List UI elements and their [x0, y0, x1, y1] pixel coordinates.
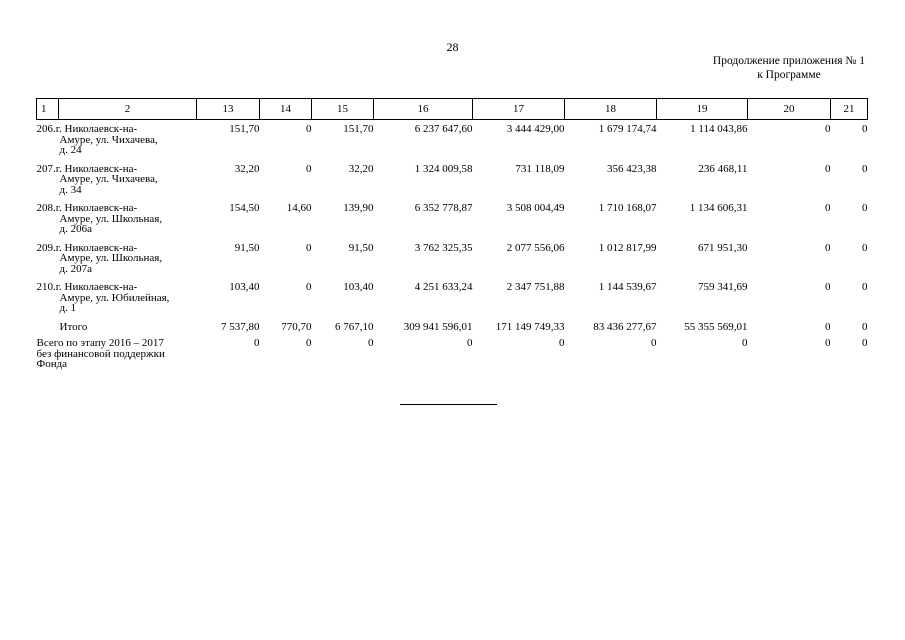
table-cell: 0 [862, 241, 868, 254]
address-line: Амуре, ул. Школьная, [59, 252, 163, 264]
table-cell: 1 134 606,31 [689, 202, 748, 214]
column-header: 16 [374, 99, 473, 120]
stage-label-line: Фонда [36, 358, 68, 370]
program-table [36, 98, 868, 374]
address-line: д. 34 [59, 183, 82, 196]
row-address [37, 199, 197, 239]
table-cell: 0 [825, 281, 831, 293]
table-cell: 83 436 277,67 [593, 320, 657, 333]
column-header: 1 [37, 99, 59, 120]
table-cell: 0 [825, 337, 831, 349]
row-index: 207. [36, 162, 56, 175]
stage-label-line: без финансовой поддержки [36, 347, 165, 360]
stage-label [37, 336, 197, 374]
table-cell: 32,20 [348, 162, 374, 175]
table-cell: 3 762 325,35 [414, 241, 473, 254]
table-row [37, 239, 868, 279]
page-number: 28 [446, 40, 459, 54]
column-header: 19 [657, 99, 748, 120]
row-address [37, 278, 197, 318]
total-row [37, 318, 868, 337]
table-cell: 0 [862, 162, 868, 175]
appendix-note-line-1: Продолжение приложения № 1 [712, 55, 865, 67]
address-line: д. 24 [59, 144, 82, 156]
table-row [37, 199, 868, 239]
total-label: Итого [59, 320, 88, 333]
stage-total-row [37, 336, 868, 374]
table-cell: 151,70 [229, 123, 260, 135]
table-cell: 103,40 [343, 281, 374, 293]
row-index: 208. [36, 202, 56, 214]
column-header: 21 [831, 99, 868, 120]
table-cell: 0 [306, 241, 312, 254]
table-cell: 151,70 [343, 123, 374, 135]
table-cell: 0 [862, 320, 868, 333]
stage-label-line: Всего по этапу 2016 – 2017 [36, 337, 164, 349]
address-line: Амуре, ул. Юбилейная, [59, 291, 170, 304]
table-cell: 356 423,38 [607, 162, 657, 175]
column-header: 14 [260, 99, 312, 120]
table-cell: 731 118,09 [515, 162, 565, 175]
table-cell: 0 [742, 337, 748, 349]
table-cell: 759 341,69 [698, 281, 748, 293]
column-header: 17 [473, 99, 565, 120]
table-cell: 2 347 751,88 [506, 281, 565, 293]
table-cell: 139,90 [343, 202, 374, 214]
table-cell: 0 [559, 337, 565, 349]
address-line: Амуре, ул. Чихачева, [59, 173, 158, 185]
row-address [37, 160, 197, 200]
table-cell: 3 444 429,00 [506, 123, 565, 135]
table-cell: 0 [825, 123, 831, 135]
table-cell: 4 251 633,24 [414, 281, 473, 293]
table-cell: 0 [862, 123, 868, 135]
table-cell: 236 468,11 [698, 162, 748, 175]
column-number-header [37, 99, 868, 120]
table-cell: 1 324 009,58 [414, 162, 473, 175]
table-cell: 0 [825, 241, 831, 254]
table-cell: 7 537,80 [221, 320, 260, 333]
table-cell: 6 352 778,87 [414, 202, 473, 214]
table-cell: 0 [862, 202, 868, 214]
closing-divider [400, 404, 497, 405]
address-line: г. Николаевск-на- [55, 162, 138, 175]
table-row [37, 278, 868, 318]
table-cell: 0 [306, 281, 312, 293]
appendix-continuation-note [713, 54, 865, 82]
table-cell: 32,20 [234, 162, 260, 175]
row-index: 209. [36, 241, 56, 254]
table-cell: 6 767,10 [335, 320, 374, 333]
row-address [37, 239, 197, 279]
table-cell: 91,50 [348, 241, 374, 254]
table-cell: 1 144 539,67 [598, 281, 657, 293]
table-cell: 1 012 817,99 [598, 241, 657, 254]
table-cell: 0 [825, 162, 831, 175]
row-address [37, 120, 197, 160]
table-row [37, 120, 868, 160]
table-cell: 55 355 569,01 [684, 320, 748, 333]
table-cell: 6 237 647,60 [414, 123, 473, 135]
address-line: д. 1 [59, 302, 77, 314]
table-row [37, 160, 868, 200]
address-line: д. 206а [59, 223, 92, 235]
table-cell: 103,40 [229, 281, 260, 293]
table-cell: 309 941 596,01 [403, 320, 473, 333]
row-index: 206. [36, 123, 56, 135]
table-cell: 14,60 [286, 202, 312, 214]
table-cell: 0 [862, 281, 868, 293]
column-header: 13 [197, 99, 260, 120]
row-index: 210. [36, 281, 56, 293]
table-cell: 1 114 043,86 [690, 123, 748, 135]
table-cell: 671 951,30 [698, 241, 748, 254]
address-line: г. Николаевск-на- [55, 202, 138, 214]
table-cell: 0 [467, 337, 473, 349]
address-line: Амуре, ул. Чихачева, [59, 133, 158, 146]
table-cell: 0 [306, 162, 312, 175]
table-cell: 0 [651, 337, 657, 349]
address-line: г. Николаевск-на- [55, 123, 138, 135]
address-line: г. Николаевск-на- [55, 281, 138, 293]
table-cell: 0 [368, 337, 374, 349]
address-line: д. 207а [59, 262, 92, 275]
table-cell: 3 508 004,49 [506, 202, 565, 214]
table-cell: 0 [862, 337, 868, 349]
table-cell: 2 077 556,06 [506, 241, 565, 254]
column-header: 15 [312, 99, 374, 120]
address-line: Амуре, ул. Школьная, [59, 212, 163, 225]
column-header: 18 [565, 99, 657, 120]
table-cell: 0 [306, 123, 312, 135]
table-cell: 1 679 174,74 [598, 123, 657, 135]
table-cell: 91,50 [234, 241, 260, 254]
appendix-note-line-2: к Программе [757, 69, 821, 81]
table-cell: 0 [825, 320, 831, 333]
table-cell: 0 [254, 337, 260, 349]
table-cell: 770,70 [281, 320, 312, 333]
address-line: г. Николаевск-на- [55, 241, 138, 254]
column-header: 2 [59, 99, 197, 120]
column-header: 20 [748, 99, 831, 120]
table-cell: 171 149 749,33 [495, 320, 565, 333]
table-cell: 0 [306, 337, 312, 349]
table-cell: 0 [825, 202, 831, 214]
table-cell: 154,50 [229, 202, 260, 214]
table-cell: 1 710 168,07 [598, 202, 657, 214]
